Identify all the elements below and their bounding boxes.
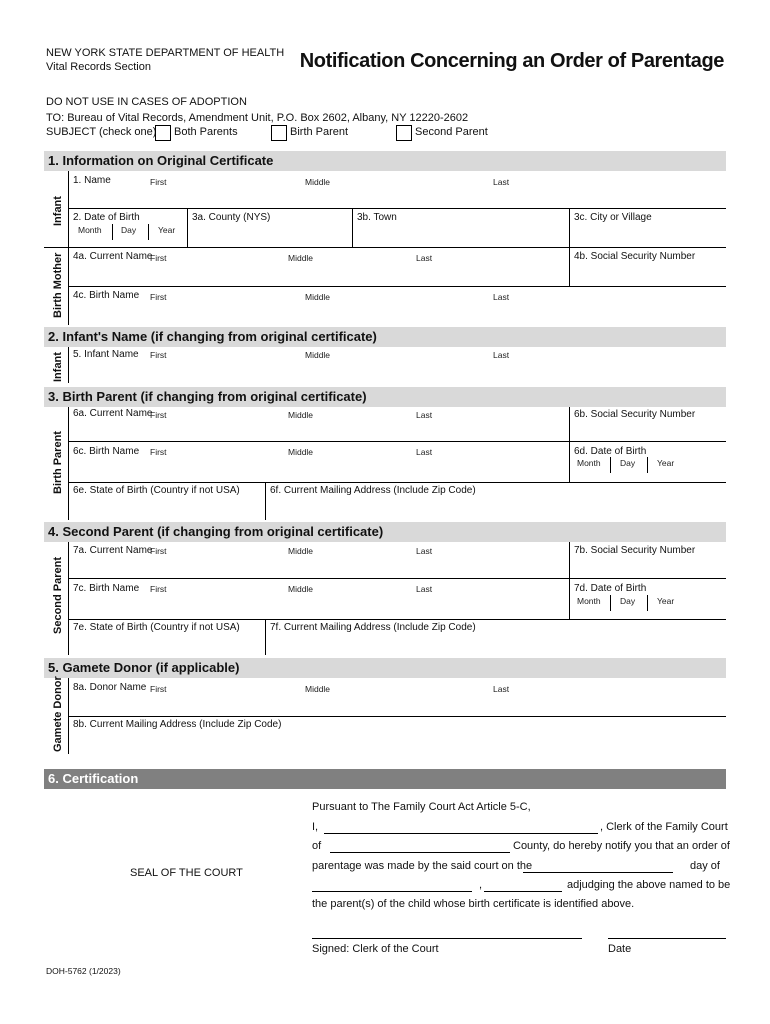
middle-label: Middle bbox=[288, 546, 314, 556]
last-label: Last bbox=[493, 292, 510, 302]
day-label: Day bbox=[620, 458, 636, 468]
both-parents-label: Both Parents bbox=[174, 126, 238, 138]
mother-birth-name-label: 4c. Birth Name bbox=[73, 290, 140, 301]
cert-parentage-label: parentage was made by the said court on the bbox=[312, 860, 533, 872]
cert-county-label: County, do hereby notify you that an order of bbox=[513, 840, 730, 852]
section-1-side-divider bbox=[68, 171, 69, 325]
document-title: Notification Concerning an Order of Parentage bbox=[299, 50, 724, 72]
date-divider bbox=[610, 457, 611, 473]
last-label: Last bbox=[416, 253, 433, 263]
second-parent-label: Second Parent bbox=[415, 126, 488, 138]
middle-label: Middle bbox=[305, 292, 331, 302]
side-label-birth-parent: Birth Parent bbox=[52, 431, 64, 494]
last-label: Last bbox=[416, 410, 433, 420]
day-label: Day bbox=[620, 596, 636, 606]
cell-divider bbox=[187, 208, 188, 247]
section-4-side-divider bbox=[68, 542, 69, 655]
birth-parent-label: Birth Parent bbox=[290, 126, 349, 138]
cell-divider bbox=[569, 407, 570, 483]
row-divider bbox=[68, 716, 726, 717]
row-divider bbox=[68, 482, 726, 483]
section-2-header: 2. Infant's Name (if changing from original certificate) bbox=[44, 327, 726, 347]
second-parent-checkbox[interactable] bbox=[396, 125, 412, 141]
cert-parents-label: the parent(s) of the child whose birth certificate is identified above. bbox=[312, 898, 635, 910]
bp-ssn-label: 6b. Social Security Number bbox=[574, 409, 696, 420]
middle-label: Middle bbox=[288, 584, 314, 594]
section-3-header: 3. Birth Parent (if changing from original certificate) bbox=[44, 387, 726, 407]
date-divider bbox=[112, 224, 113, 240]
cell-divider bbox=[569, 542, 570, 620]
year-label: Year bbox=[158, 225, 176, 235]
date-divider bbox=[610, 595, 611, 611]
first-label: First bbox=[150, 410, 167, 420]
agency-section: Vital Records Section bbox=[46, 61, 151, 73]
bp-state-label: 6e. State of Birth (Country if not USA) bbox=[73, 485, 240, 496]
first-label: First bbox=[150, 177, 167, 187]
date-label: Date bbox=[608, 943, 632, 955]
cert-day-of-label: day of bbox=[690, 860, 720, 872]
sp-address-label: 7f. Current Mailing Address (Include Zip Code) bbox=[270, 622, 476, 633]
month-label: Month bbox=[577, 458, 601, 468]
cert-comma: , bbox=[479, 879, 483, 891]
side-label-infant: Infant bbox=[52, 196, 64, 226]
cert-line-1: Pursuant to The Family Court Act Article 5-C, bbox=[312, 801, 531, 813]
mother-current-name-label: 4a. Current Name bbox=[73, 251, 153, 262]
year-label: Year bbox=[657, 596, 675, 606]
adoption-warning: DO NOT USE IN CASES OF ADOPTION bbox=[46, 96, 247, 108]
order-day-field[interactable] bbox=[523, 872, 673, 873]
intro-block bbox=[46, 94, 468, 126]
middle-label: Middle bbox=[305, 684, 331, 694]
donor-name-label: 8a. Donor Name bbox=[73, 682, 147, 693]
first-label: First bbox=[150, 584, 167, 594]
bp-dob-label: 6d. Date of Birth bbox=[574, 446, 647, 457]
middle-label: Middle bbox=[288, 447, 314, 457]
sp-ssn-label: 7b. Social Security Number bbox=[574, 545, 696, 556]
birth-parent-checkbox[interactable] bbox=[271, 125, 287, 141]
cell-divider bbox=[569, 208, 570, 247]
middle-label: Middle bbox=[288, 253, 314, 263]
section-1-header: 1. Information on Original Certificate bbox=[44, 151, 726, 171]
first-label: First bbox=[150, 350, 167, 360]
side-label-second-parent: Second Parent bbox=[52, 556, 64, 634]
donor-address-label: 8b. Current Mailing Address (Include Zip Code) bbox=[73, 719, 282, 730]
mother-ssn-label: 4b. Social Security Number bbox=[574, 251, 696, 262]
row-divider bbox=[44, 247, 726, 248]
agency-name: NEW YORK STATE DEPARTMENT OF HEALTH bbox=[46, 47, 285, 59]
row-divider bbox=[68, 208, 726, 209]
first-label: First bbox=[150, 447, 167, 457]
date-divider bbox=[148, 224, 149, 240]
side-label-birth-mother: Birth Mother bbox=[52, 252, 64, 318]
day-label: Day bbox=[121, 225, 137, 235]
cert-i-label: I, bbox=[312, 821, 319, 833]
bp-birth-name-label: 6c. Birth Name bbox=[73, 446, 140, 457]
sp-current-name-label: 7a. Current Name bbox=[73, 545, 153, 556]
cell-divider bbox=[569, 247, 570, 286]
last-label: Last bbox=[493, 684, 510, 694]
middle-label: Middle bbox=[305, 177, 331, 187]
infant-name-label: 5. Infant Name bbox=[73, 349, 139, 360]
county-label: 3a. County (NYS) bbox=[192, 212, 271, 223]
dob-label: 2. Date of Birth bbox=[73, 212, 140, 223]
date-divider bbox=[647, 457, 648, 473]
last-label: Last bbox=[416, 546, 433, 556]
signed-label: Signed: Clerk of the Court bbox=[312, 943, 439, 955]
section-4-header: 4. Second Parent (if changing from original certificate) bbox=[44, 522, 726, 542]
clerk-signature-field[interactable] bbox=[312, 938, 582, 939]
agency-header bbox=[46, 46, 284, 74]
month-label: Month bbox=[577, 596, 601, 606]
section-5-header: 5. Gamete Donor (if applicable) bbox=[44, 658, 726, 678]
bp-current-name-label: 6a. Current Name bbox=[73, 408, 153, 419]
cell-divider bbox=[265, 619, 266, 655]
subject-label: SUBJECT (check one) bbox=[46, 126, 157, 138]
row-divider bbox=[68, 441, 726, 442]
date-divider bbox=[647, 595, 648, 611]
last-label: Last bbox=[493, 177, 510, 187]
last-label: Last bbox=[493, 350, 510, 360]
signature-date-field[interactable] bbox=[608, 938, 726, 939]
first-label: First bbox=[150, 684, 167, 694]
row-divider bbox=[68, 578, 726, 579]
row-divider bbox=[68, 286, 726, 287]
month-label: Month bbox=[78, 225, 102, 235]
section-6-header: 6. Certification bbox=[44, 769, 726, 789]
cert-clerk-label: , Clerk of the Family Court bbox=[600, 821, 728, 833]
side-label-gamete-donor: Gamete Donor bbox=[52, 676, 64, 752]
sp-dob-label: 7d. Date of Birth bbox=[574, 583, 647, 594]
sp-state-label: 7e. State of Birth (Country if not USA) bbox=[73, 622, 240, 633]
city-label: 3c. City or Village bbox=[574, 212, 652, 223]
first-label: First bbox=[150, 292, 167, 302]
first-label: First bbox=[150, 253, 167, 263]
recipient-address: TO: Bureau of Vital Records, Amendment Unit, P.O. Box 2602, Albany, NY 12220-2602 bbox=[46, 112, 469, 124]
order-month-field[interactable] bbox=[312, 891, 472, 892]
form-id: DOH-5762 (1/2023) bbox=[46, 966, 121, 976]
last-label: Last bbox=[416, 447, 433, 457]
section-3-side-divider bbox=[68, 407, 69, 520]
row-divider bbox=[68, 619, 726, 620]
county-field[interactable] bbox=[330, 852, 510, 853]
first-label: First bbox=[150, 546, 167, 556]
court-seal-area: SEAL OF THE COURT bbox=[130, 867, 243, 879]
last-label: Last bbox=[416, 584, 433, 594]
bp-address-label: 6f. Current Mailing Address (Include Zip Code) bbox=[270, 485, 476, 496]
both-parents-checkbox[interactable] bbox=[155, 125, 171, 141]
name-label: 1. Name bbox=[73, 175, 111, 186]
middle-label: Middle bbox=[288, 410, 314, 420]
section-2-side-divider bbox=[68, 347, 69, 383]
cell-divider bbox=[352, 208, 353, 247]
cert-of-label: of bbox=[312, 840, 322, 852]
sp-birth-name-label: 7c. Birth Name bbox=[73, 583, 140, 594]
order-year-field[interactable] bbox=[484, 891, 562, 892]
town-label: 3b. Town bbox=[357, 212, 397, 223]
year-label: Year bbox=[657, 458, 675, 468]
middle-label: Middle bbox=[305, 350, 331, 360]
cell-divider bbox=[265, 482, 266, 520]
cert-adjudging-label: adjudging the above named to be bbox=[567, 879, 731, 891]
side-label-infant: Infant bbox=[52, 352, 64, 382]
clerk-name-field[interactable] bbox=[324, 833, 598, 834]
